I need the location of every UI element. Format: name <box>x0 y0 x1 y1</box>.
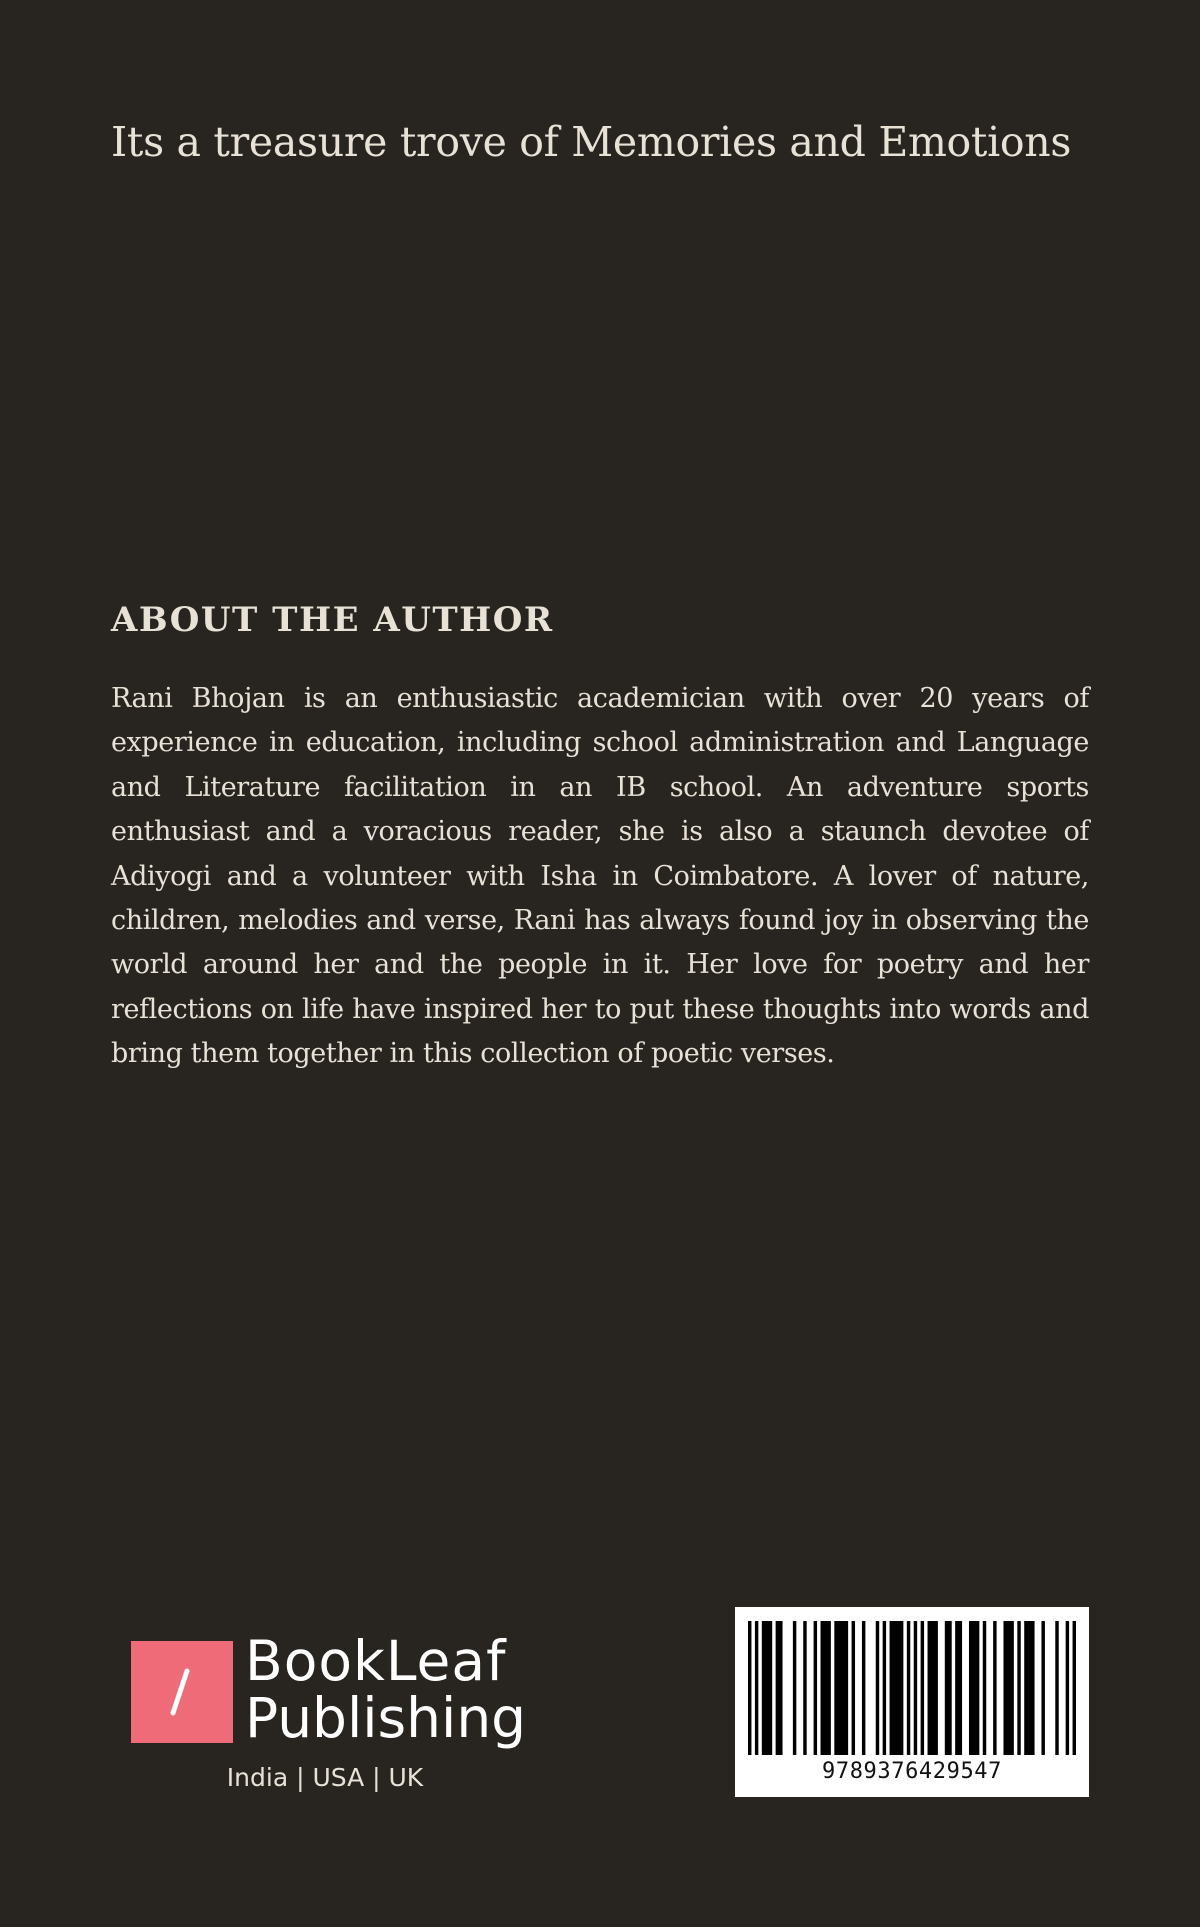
isbn-barcode <box>735 1607 1089 1797</box>
barcode-bar <box>852 1621 855 1755</box>
barcode-bar <box>969 1621 979 1755</box>
barcode-bar <box>921 1621 924 1755</box>
barcode-bar <box>834 1621 848 1755</box>
barcode-bar <box>1024 1621 1034 1755</box>
barcode-bar <box>955 1621 962 1755</box>
publisher-name-line2: Publishing <box>245 1686 527 1750</box>
barcode-bar <box>862 1621 865 1755</box>
publisher-regions <box>131 1763 521 1793</box>
isbn-number: 9789376429547 <box>822 1759 1002 1784</box>
book-tagline: Its a treasure trove of Memories and Emotions <box>111 118 1072 166</box>
barcode-bar <box>755 1621 758 1755</box>
slash-mark-icon <box>131 1641 233 1743</box>
barcode-bar <box>1055 1621 1058 1755</box>
barcode-bar <box>883 1621 886 1755</box>
barcode-bar <box>1003 1621 1013 1755</box>
publisher-name-line1: BookLeaf <box>245 1629 507 1693</box>
barcode-bar <box>890 1621 904 1755</box>
barcode-bar <box>928 1621 938 1755</box>
barcode-bar <box>1017 1621 1020 1755</box>
barcode-bar <box>814 1621 817 1755</box>
barcode-bar <box>983 1621 986 1755</box>
barcode-bar <box>1041 1621 1044 1755</box>
about-author-heading: ABOUT THE AUTHOR <box>111 600 554 640</box>
barcode-bar <box>945 1621 952 1755</box>
publisher-regions-text: India | USA | UK <box>226 1763 424 1792</box>
author-bio: Rani Bhojan is an enthusiastic academician with over 20 years of experience in education, including school administration and Language and Literature facilitation in an IB school. An adventure sports enthusiast and a voracious reader, she is also a staunch devotee of Adiyogi and a volunteer with Isha in Coimbatore. A lover of nature, children, melodies and verse, Rani has always found joy in observing the world around her and the people in it. Her love for poetry and her reflections on life have inspired her to put these thoughts into words and bring them together in this collection of poetic verses. <box>111 683 1089 1070</box>
barcode-bar <box>993 1621 996 1755</box>
barcode-bar <box>907 1621 910 1755</box>
barcode-bar <box>776 1621 783 1755</box>
barcode-bar <box>762 1621 772 1755</box>
barcode-bar <box>876 1621 879 1755</box>
barcode-bar <box>914 1621 917 1755</box>
barcode-bar <box>748 1621 751 1755</box>
publisher-logo <box>131 1629 527 1802</box>
barcode-bars <box>748 1621 1076 1755</box>
barcode-bar <box>793 1621 796 1755</box>
barcode-bar <box>803 1621 806 1755</box>
barcode-bar <box>1073 1621 1076 1755</box>
barcode-bar <box>821 1621 831 1755</box>
barcode-bar <box>1066 1621 1069 1755</box>
